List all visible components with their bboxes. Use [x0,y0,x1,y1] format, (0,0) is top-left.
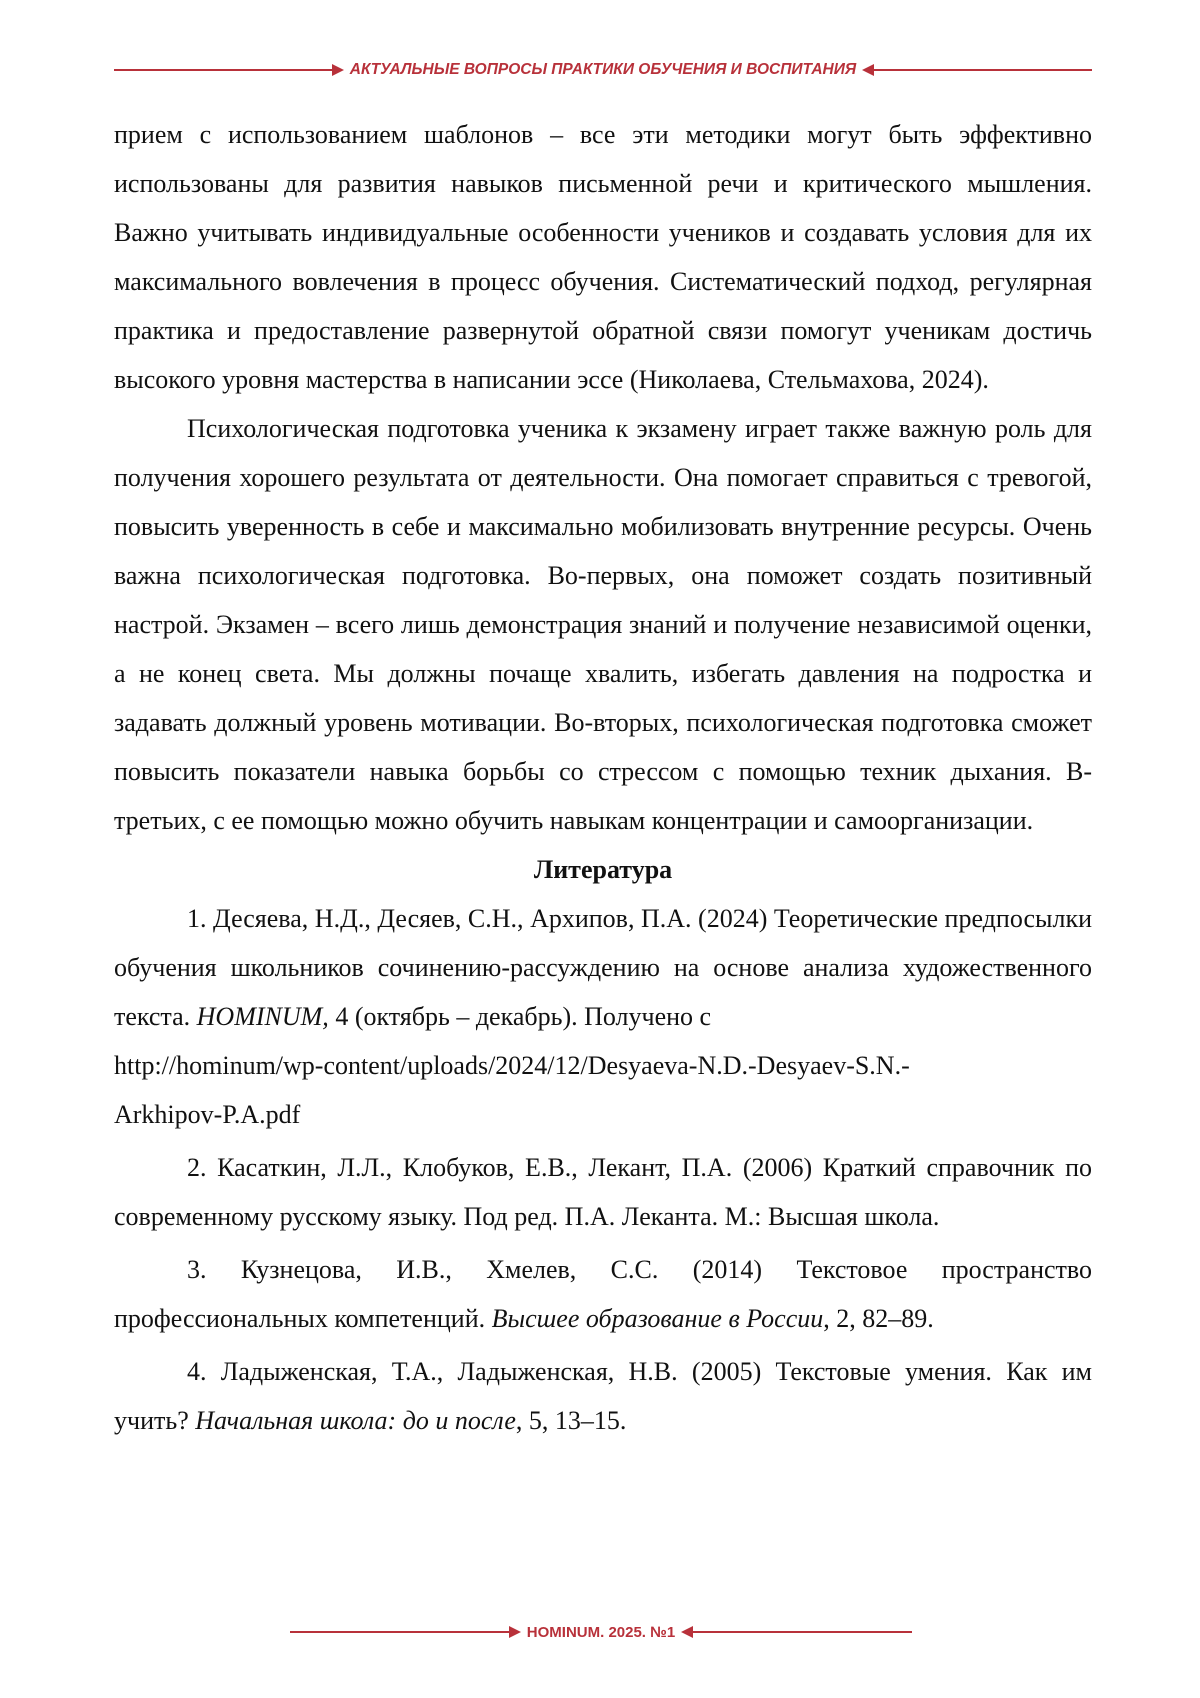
reference-source: Высшее образование в России [491,1304,824,1333]
reference-item-4 [114,1347,1092,1445]
arrow-left-icon [681,1626,693,1638]
reference-text: 4 (октябрь – декабрь). Получено с [328,1002,712,1031]
header-rule-right [874,69,1092,71]
footer-rule-right [693,1631,912,1633]
reference-text: 4. Ладыженская, Т.А., Ладыженская, Н.В. (2005) Текстовые умения. Как им учить? [114,1357,1092,1435]
reference-text: , 5, 13–15. [515,1406,627,1435]
running-footer [290,1620,912,1644]
journal-issue: HOMINUM. 2025. №1 [526,1623,676,1641]
reference-url-line-1[interactable]: http://hominum/wp-content/uploads/2024/12/Desyaeva-N.D.-Desyaev-S.N.- [114,1051,910,1080]
body-paragraph-1: прием с использованием шаблонов – все эти методики могут быть эффективно использованы для развития навыков письменной речи и критического мышления. Важно учитывать индивидуальные особенности учеников и создавать условия для их максимального вовлечения в процесс обучения. Систематический подход, регулярная практика и предоставление развернутой обратной связи помогут ученикам достичь высокого уровня мастерства в написании эссе (Николаева, Стельмахова, 2024). [114,120,1092,394]
arrow-left-icon [862,64,874,76]
page-content [114,110,1092,1445]
arrow-right-icon [332,64,344,76]
reference-item-1 [114,894,1092,1041]
reference-url-line-2[interactable]: Arkhipov-P.A.pdf [114,1100,301,1129]
references-heading: Литература [533,855,673,884]
reference-source: HOMINUM, [196,1002,329,1031]
arrow-right-icon [509,1626,521,1638]
footer-rule-left [290,1631,509,1633]
reference-text: , 2, 82–89. [823,1304,934,1333]
reference-text: 2. Касаткин, Л.Л., Клобуков, Е.В., Лекант, П.А. (2006) Краткий справочник по современному русскому языку. Под ред. П.А. Леканта. М.: Высшая школа. [114,1153,1092,1231]
reference-text: 3. Кузнецова, И.В., Хмелев, С.С. (2014) Текстовое пространство профессиональных компетенций. [114,1255,1092,1333]
body-paragraph-2: Психологическая подготовка ученика к экзамену играет также важную роль для получения хорошего результата от деятельности. Она помогает справиться с тревогой, повысить уверенность в себе и максимально мобилизовать внутренние ресурсы. Очень важна психологическая подготовка. Во-первых, она поможет создать позитивный настрой. Экзамен – всего лишь демонстрация знаний и получение независимой оценки, а не конец света. Мы должны почаще хвалить, избегать давления на подростка и задавать должный уровень мотивации. Во-вторых, психологическая подготовка сможет повысить показатели навыка борьбы со стрессом с помощью техник дыхания. В-третьих, с ее помощью можно обучить навыкам концентрации и самоорганизации. [114,414,1092,835]
running-header [114,58,1092,82]
reference-source: Начальная школа: до и после [195,1406,516,1435]
reference-item-3 [114,1245,1092,1343]
reference-text: 1. Десяева, Н.Д., Десяев, С.Н., Архипов, П.А. (2024) Теоретические предпосылки обучения школьников сочинению-рассуждению на основе анализа художественного текста. [114,904,1092,1031]
running-title: АКТУАЛЬНЫЕ ВОПРОСЫ ПРАКТИКИ ОБУЧЕНИЯ И ВОСПИТАНИЯ [349,61,857,78]
header-rule-left [114,69,332,71]
reference-item-2 [114,1143,1092,1241]
